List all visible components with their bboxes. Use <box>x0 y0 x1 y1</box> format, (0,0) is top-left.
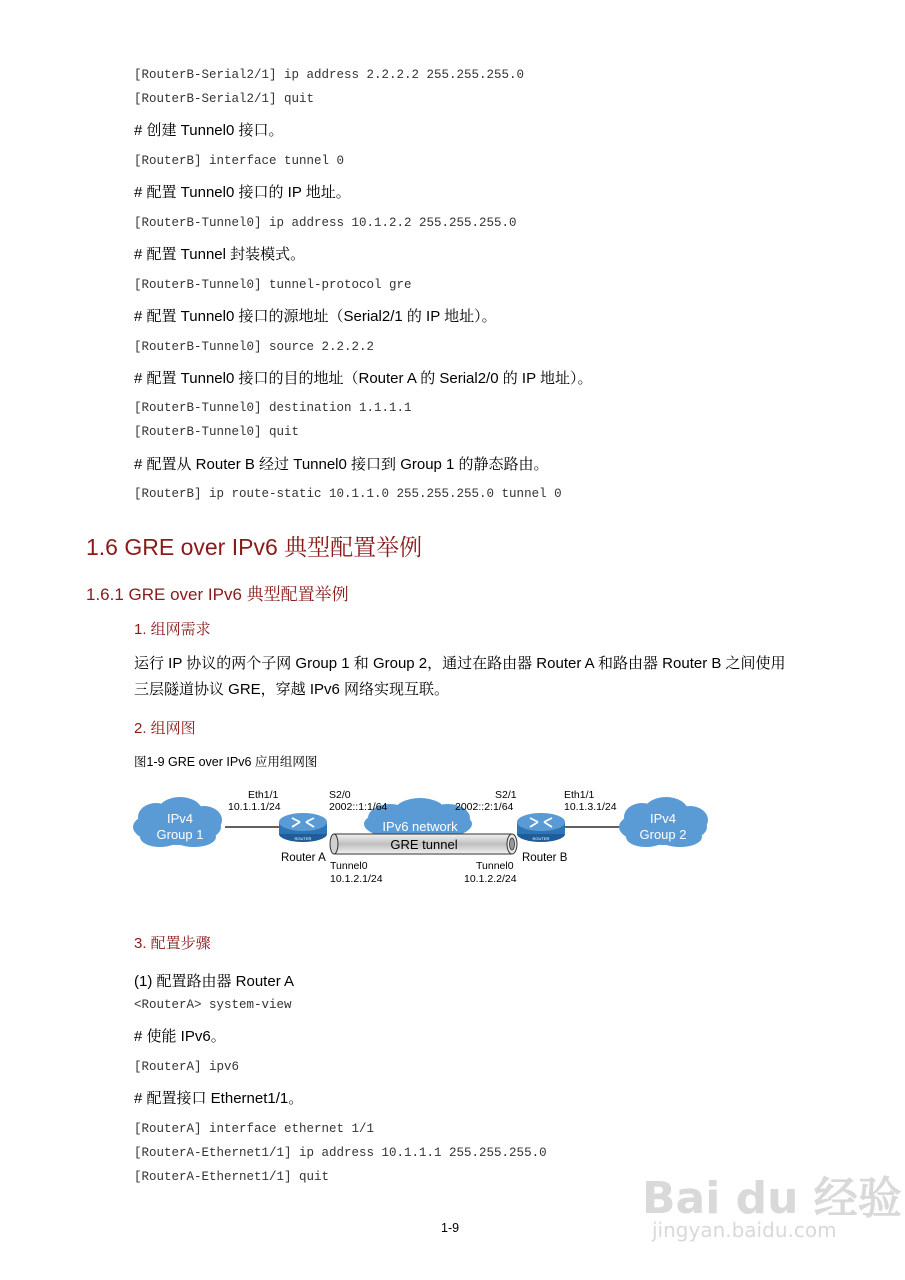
router-badge: ROUTER <box>294 836 312 841</box>
code-line: [RouterB-Serial2/1] quit <box>134 92 315 106</box>
comment-line: # 配置 Tunnel0 接口的 IP 地址。 <box>134 184 351 201</box>
code-line: <RouterA> system-view <box>134 998 292 1012</box>
code-line: [RouterA-Ethernet1/1] ip address 10.1.1.1 255.255.255.0 <box>134 1146 547 1160</box>
figure-caption: 图1-9 GRE over IPv6 应用组网图 <box>134 755 318 769</box>
comment-line: # 配置 Tunnel0 接口的源地址（Serial2/1 的 IP 地址）。 <box>134 308 497 325</box>
interface-label: Eth1/1 <box>248 789 279 801</box>
code-line: [RouterB] ip route-static 10.1.1.0 255.255.255.0 tunnel 0 <box>134 487 562 501</box>
code-line: [RouterA-Ethernet1/1] quit <box>134 1170 330 1184</box>
interface-label: Eth1/1 <box>564 789 595 801</box>
interface-ip-label: 2002::1:1/64 <box>329 801 388 813</box>
code-line: [RouterB-Tunnel0] ip address 10.1.2.2 255.255.255.0 <box>134 216 517 230</box>
network-diagram <box>120 780 740 890</box>
interface-ip-label: 10.1.1.1/24 <box>228 801 281 813</box>
interface-ip-label: 2002::2:1/64 <box>455 801 514 813</box>
comment-line: # 配置接口 Ethernet1/1。 <box>134 1090 304 1107</box>
ipv6-network-label: IPv6 network <box>382 819 458 834</box>
tunnel-ip-label: 10.1.2.1/24 <box>330 873 383 885</box>
router-badge: ROUTER <box>532 836 550 841</box>
subheading-networking-requirements: 1. 组网需求 <box>134 621 211 638</box>
code-line: [RouterB] interface tunnel 0 <box>134 154 345 168</box>
interface-ip-label: 10.1.3.1/24 <box>564 801 617 813</box>
tunnel-ip-label: 10.1.2.2/24 <box>464 873 517 885</box>
tunnel-label: Tunnel0 <box>330 860 368 872</box>
router-a-label: Router A <box>281 852 326 864</box>
paragraph-line: 三层隧道协议 GRE，穿越 IPv6 网络实现互联。 <box>134 681 450 698</box>
cloud-left-label: IPv4 <box>166 811 194 826</box>
page-number: 1-9 <box>441 1221 460 1235</box>
code-line: [RouterB-Tunnel0] source 2.2.2.2 <box>134 340 375 354</box>
code-line: [RouterB-Tunnel0] quit <box>134 425 300 439</box>
code-line: [RouterB-Serial2/1] ip address 2.2.2.2 255.255.255.0 <box>134 68 525 82</box>
baidu-watermark-logo: Bai du 经验 <box>642 1173 902 1224</box>
code-line: [RouterB-Tunnel0] destination 1.1.1.1 <box>134 401 412 415</box>
tunnel-label: Tunnel0 <box>476 860 514 872</box>
gre-tunnel-label: GRE tunnel <box>390 837 458 852</box>
cloud-right-label: Group 2 <box>639 827 687 842</box>
cloud-right-label: IPv4 <box>649 811 677 826</box>
paragraph-line: 运行 IP 协议的两个子网 Group 1 和 Group 2，通过在路由器 Router A 和路由器 Router B 之间使用 <box>134 655 786 672</box>
comment-line: # 配置 Tunnel 封装模式。 <box>134 246 306 263</box>
section-heading: 1.6 GRE over IPv6 典型配置举例 <box>86 534 423 560</box>
code-line: [RouterB-Tunnel0] tunnel-protocol gre <box>134 278 412 292</box>
comment-line: # 配置从 Router B 经过 Tunnel0 接口到 Group 1 的静态路由。 <box>134 456 549 473</box>
router-b-label: Router B <box>522 852 568 864</box>
code-line: [RouterA] interface ethernet 1/1 <box>134 1122 375 1136</box>
baidu-watermark-url: jingyan.baidu.com <box>652 1218 837 1242</box>
cloud-left-label: Group 1 <box>156 827 204 842</box>
comment-line: # 配置 Tunnel0 接口的目的地址（Router A 的 Serial2/0 的 IP 地址）。 <box>134 370 593 387</box>
comment-line: # 创建 Tunnel0 接口。 <box>134 122 284 139</box>
subsection-heading: 1.6.1 GRE over IPv6 典型配置举例 <box>86 585 349 604</box>
subheading-network-diagram: 2. 组网图 <box>134 720 196 737</box>
step-line: (1) 配置路由器 Router A <box>134 973 295 990</box>
comment-line: # 使能 IPv6。 <box>134 1028 226 1045</box>
interface-label: S2/0 <box>329 789 351 801</box>
subheading-configuration-steps: 3. 配置步骤 <box>134 935 211 952</box>
interface-label: S2/1 <box>495 789 517 801</box>
code-line: [RouterA] ipv6 <box>134 1060 240 1074</box>
